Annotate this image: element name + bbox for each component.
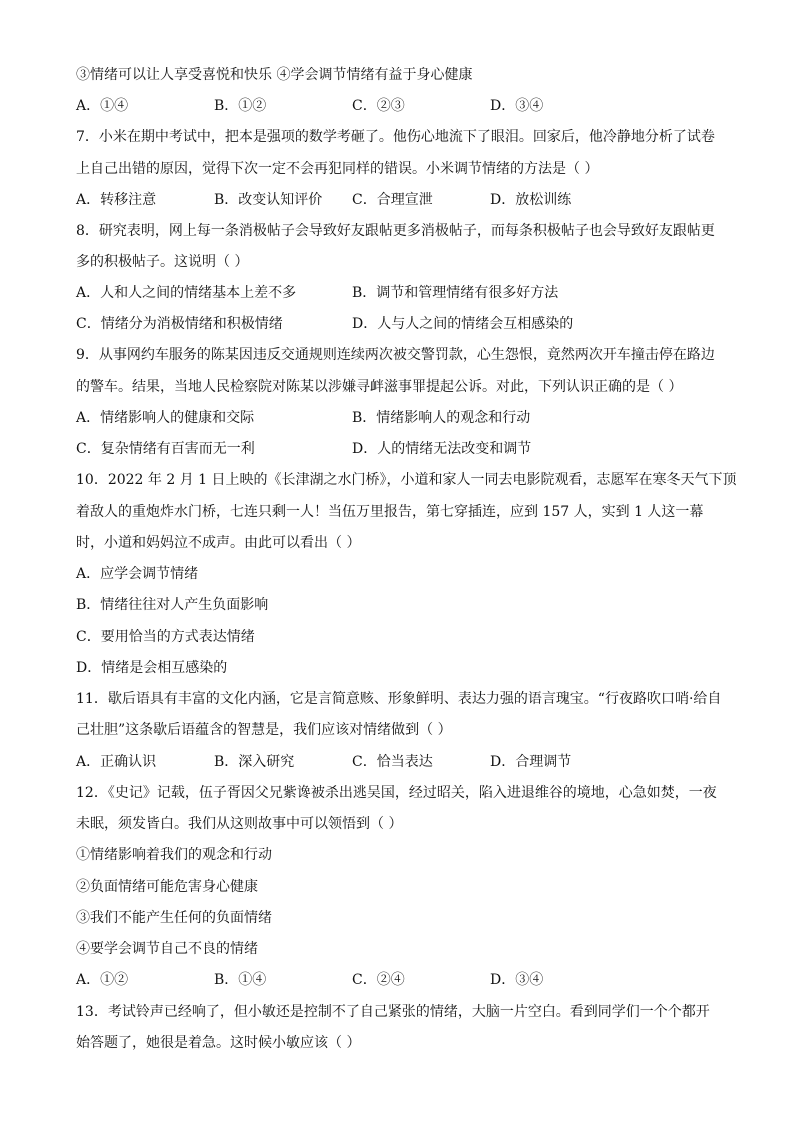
option-c[interactable]: C．复杂情绪有百害而无一利 (76, 441, 255, 457)
statement-line: ③情绪可以让人享受喜悦和快乐 ④学会调节情绪有益于身心健康 (76, 67, 473, 83)
question-8-text: 8．研究表明，网上每一条消极帖子会导致好友跟帖更多消极帖子，而每条积极帖子也会导致好友跟帖更 (76, 223, 715, 239)
question-11-text: 11．歇后语具有丰富的文化内涵，它是言简意赅、形象鲜明、表达力强的语言瑰宝。“行夜路吹口哨·给自 (76, 691, 722, 707)
option-a[interactable]: A．转移注意 (76, 192, 157, 208)
option-b[interactable]: B．情绪往往对人产生负面影响 (76, 597, 269, 613)
option-a[interactable]: A．应学会调节情绪 (76, 566, 199, 582)
option-a[interactable]: A．情绪影响人的健康和交际 (76, 410, 255, 426)
option-d[interactable]: D．放松训练 (490, 192, 572, 208)
option-d[interactable]: D．人与人之间的情绪会互相感染的 (352, 316, 574, 332)
option-a[interactable]: A．正确认识 (76, 754, 157, 770)
statement-2: ②负面情绪可能危害身心健康 (76, 879, 258, 895)
option-d[interactable]: D．③④ (490, 972, 544, 988)
question-13-text: 13．考试铃声已经响了，但小敏还是控制不了自己紧张的情绪，大脑一片空白。看到同学们一个个都开 (76, 1004, 710, 1020)
option-b[interactable]: B．①② (214, 98, 267, 114)
question-11-text-cont: 己壮胆”这条歇后语蕴含的智慧是，我们应该对情绪做到（ ） (76, 722, 452, 738)
statement-3: ③我们不能产生任何的负面情绪 (76, 910, 272, 926)
question-8-text-cont: 多的积极帖子。这说明（ ） (76, 254, 249, 270)
option-c[interactable]: C．②③ (352, 98, 405, 114)
question-9-text: 9．从事网约车服务的陈某因违反交通规则连续两次被交警罚款，心生怨恨，竟然两次开车撞击停在路边 (76, 347, 715, 363)
question-10-text-cont2: 时，小道和妈妈泣不成声。由此可以看出（ ） (76, 535, 361, 551)
question-12-text: 12．《史记》记载，伍子胥因父兄紫谗被杀出逃吴国，经过昭关，陷入进退维谷的境地，心急如焚，一夜 (76, 785, 717, 801)
option-c[interactable]: C．情绪分为消极情绪和积极情绪 (76, 316, 283, 332)
statement-4: ④要学会调节自己不良的情绪 (76, 941, 258, 957)
option-b[interactable]: B．情绪影响人的观念和行动 (352, 410, 531, 426)
option-d[interactable]: D．合理调节 (490, 754, 572, 770)
option-b[interactable]: B．①④ (214, 972, 267, 988)
question-7-text-cont: 上自己出错的原因，觉得下次一定不会再犯同样的错误。小米调节情绪的方法是（ ） (76, 161, 599, 177)
question-9-text-cont: 的警车。结果，当地人民检察院对陈某以涉嫌寻衅滋事罪提起公诉。对此，下列认识正确的是（ ） (76, 379, 683, 395)
question-7-text: 7．小米在期中考试中，把本是强项的数学考砸了。他伤心地流下了眼泪。回家后，他冷静地分析了试卷 (76, 129, 715, 145)
option-d[interactable]: D．③④ (490, 98, 544, 114)
option-a[interactable]: A．人和人之间的情绪基本上差不多 (76, 285, 297, 301)
option-a[interactable]: A．①② (76, 972, 129, 988)
option-c[interactable]: C．②④ (352, 972, 405, 988)
question-10-text: 10．2022 年 2 月 1 日上映的《长津湖之水门桥》，小道和家人一同去电影院观看，志愿军在寒冬天气下顶 (76, 472, 737, 488)
question-10-text-cont: 着敌人的重炮炸水门桥，七连只剩一人！当伍万里报告，第七穿插连，应到 157 人，实到 1 人这一幕 (76, 504, 704, 520)
option-b[interactable]: B．调节和管理情绪有很多好方法 (352, 285, 559, 301)
question-12-text-cont: 未眠，须发皆白。我们从这则故事中可以领悟到（ ） (76, 816, 403, 832)
option-c[interactable]: C．合理宣泄 (352, 192, 433, 208)
option-d[interactable]: D．情绪是会相互感染的 (76, 660, 228, 676)
option-a[interactable]: A．①④ (76, 98, 129, 114)
question-13-text-cont: 始答题了，她很是着急。这时候小敏应该（ ） (76, 1035, 361, 1051)
statement-1: ①情绪影响着我们的观念和行动 (76, 847, 272, 863)
option-d[interactable]: D．人的情绪无法改变和调节 (352, 441, 532, 457)
option-c[interactable]: C．恰当表达 (352, 754, 433, 770)
option-c[interactable]: C．要用恰当的方式表达情绪 (76, 629, 255, 645)
option-b[interactable]: B．深入研究 (214, 754, 295, 770)
option-b[interactable]: B．改变认知评价 (214, 192, 323, 208)
